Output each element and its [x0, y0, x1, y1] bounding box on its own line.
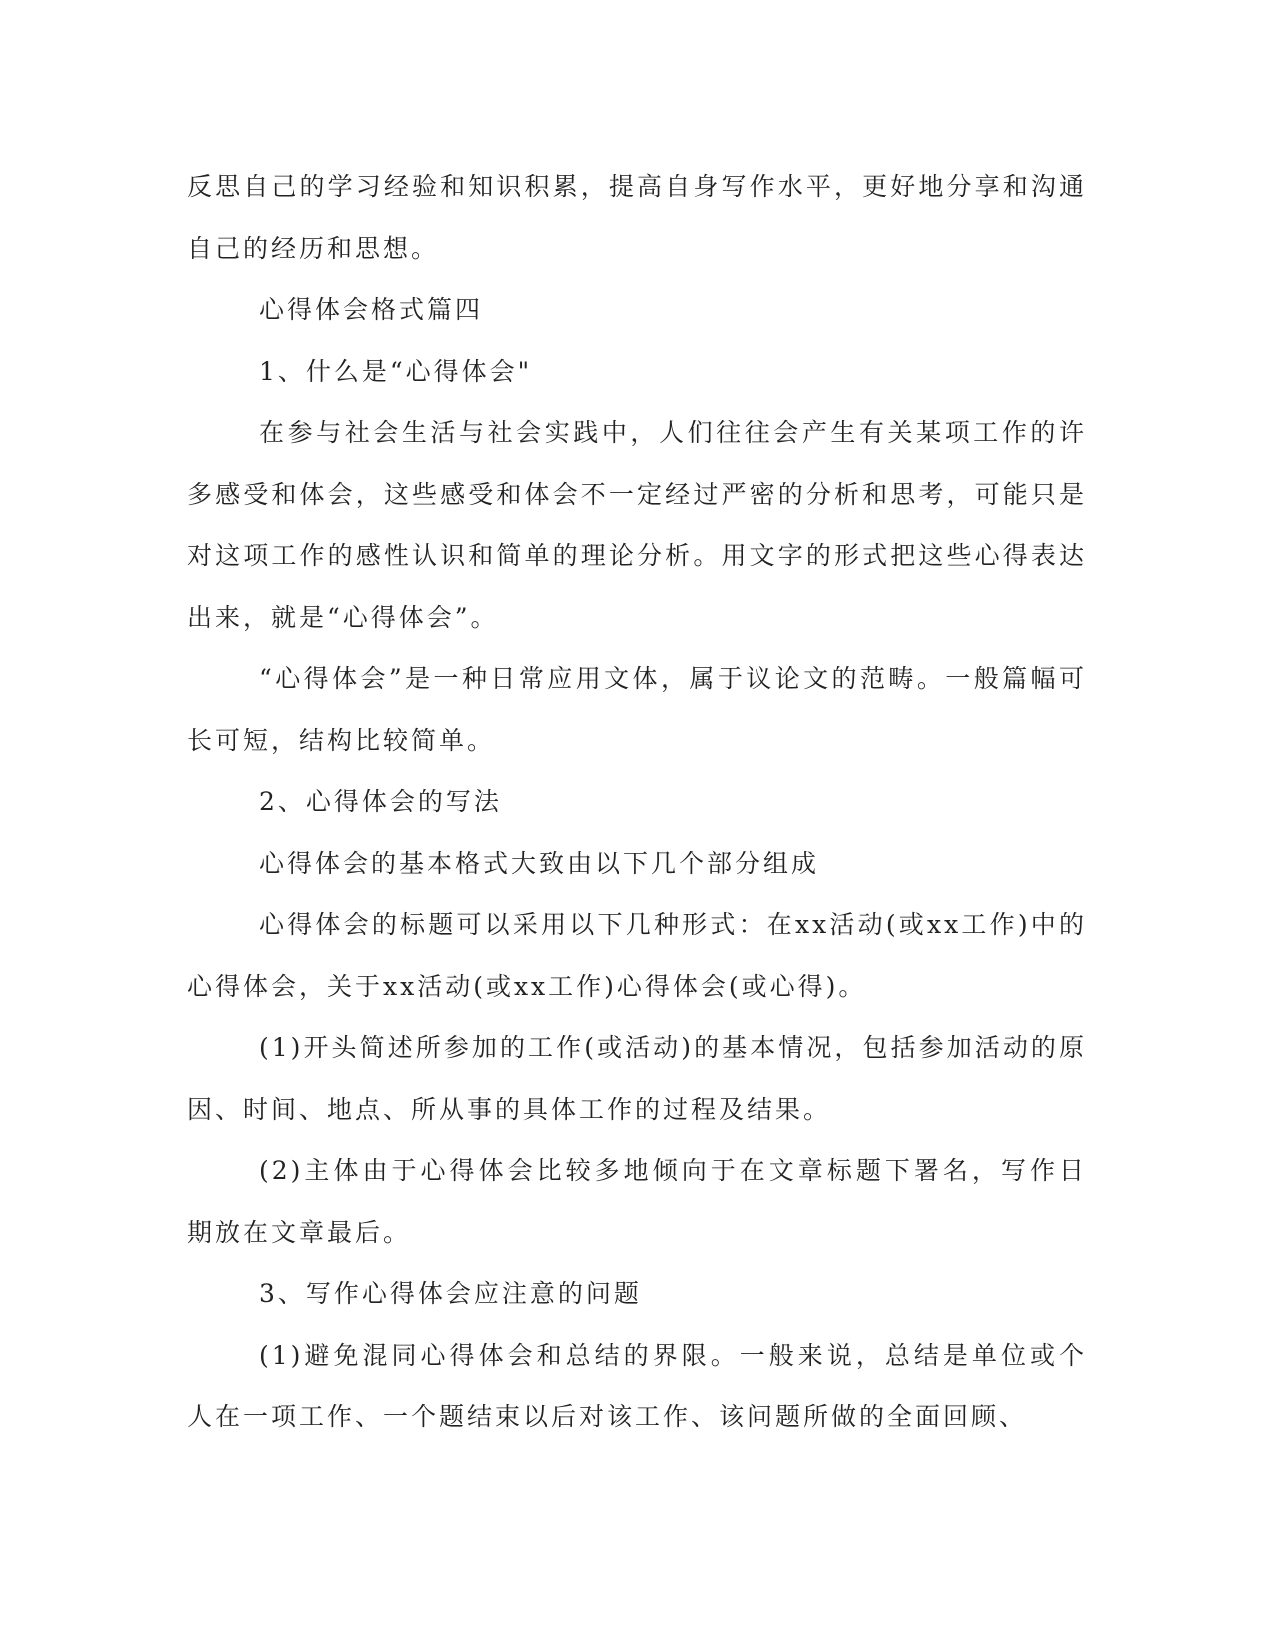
paragraph-opening: (1)开头简述所参加的工作(或活动)的基本情况，包括参加活动的原因、时间、地点、所从事的具体工作的过程及结果。: [187, 1033, 1087, 1124]
document-body: [187, 156, 1087, 1448]
paragraph-note-1: (1)避免混同心得体会和总结的界限。一般来说，总结是单位或个人在一项工作、一个题结束以后对该工作、该问题所做的全面回顾、: [187, 1340, 1087, 1431]
section-heading-4: 心得体会格式篇四: [259, 295, 484, 324]
paragraph-format-intro: 心得体会的基本格式大致由以下几个部分组成: [259, 848, 820, 878]
paragraph-definition: 在参与社会生活与社会实践中，人们往往会产生有关某项工作的许多感受和体会，这些感受和体会不一定经过严密的分析和思考，可能只是对这项工作的感性认识和简单的理论分析。用文字的形式把这些心得表达出来，就是“心得体会”。: [187, 418, 1087, 632]
paragraph-title-forms: 心得体会的标题可以采用以下几种形式：在xx活动(或xx工作)中的心得体会，关于xx活动(或xx工作)心得体会(或心得)。: [187, 910, 1087, 1001]
paragraph-body: (2)主体由于心得体会比较多地倾向于在文章标题下署名，写作日期放在文章最后。: [187, 1156, 1087, 1247]
subheading-what-is: 1、什么是“心得体会": [259, 356, 533, 386]
paragraph-genre: “心得体会”是一种日常应用文体，属于议论文的范畴。一般篇幅可长可短，结构比较简单。: [187, 664, 1087, 755]
subheading-how-to-write: 2、心得体会的写法: [259, 787, 502, 816]
paragraph-1: 反思自己的学习经验和知识积累，提高自身写作水平，更好地分享和沟通自己的经历和思想。: [187, 172, 1087, 263]
subheading-notes: 3、写作心得体会应注意的问题: [259, 1279, 642, 1308]
